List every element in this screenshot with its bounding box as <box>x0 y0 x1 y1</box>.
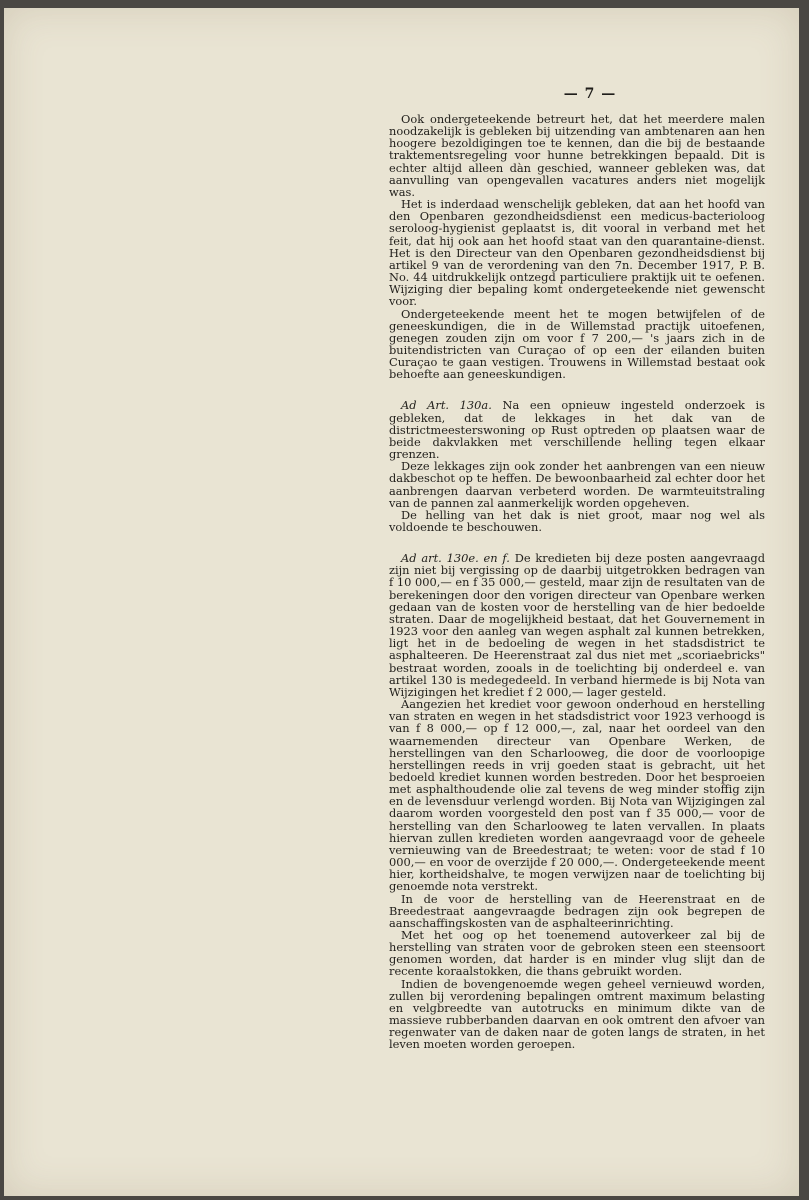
body-text <box>389 113 765 1051</box>
paragraph: Indien de bovengenoemde wegen geheel vernieuwd worden, zullen bij verordening bepalingen omtrent maximum belasting en velgbreedte van autotrucks en minimum dikte van de massieve rubberbanden daarvan en ook omtrent den afvoer van regenwater van de daken naar de goten langs de straten, in het leven moeten worden geroepen. <box>389 976 765 1052</box>
paragraph: In de voor de herstelling van de Heerenstraat en de Breedestraat aangevraagde bedragen zijn ook begrepen de aanschaffingskosten van de asphalteerinrichting. <box>389 891 765 930</box>
article-reference: Ad Art. 130a. <box>401 398 492 413</box>
paragraph-ad-art-130a: Ad Art. 130a. Na een opnieuw ingesteld onderzoek is gebleken, dat de lekkages in het dak van de districtmeesterswoning op Rust optreden op plaatsen waar de beide dakvlakken met verschillende helling tegen elkaar grenzen. <box>389 398 765 462</box>
article-reference: Ad art. 130e. en f. <box>401 551 510 566</box>
paragraph: Het is inderdaad wenschelijk gebleken, dat aan het hoofd van den Openbaren gezondheidsdienst een medicus-bacterioloog seroloog-hygienist geplaatst is, dit vooral in verband met het feit, dat hij ook aan het hoofd staat van den quarantaine-dienst. Het is den Directeur van den Openbaren gezondheidsdienst bij artikel 9 van de verordening van den 7n. December 1917, P. B. No. 44 uitdrukkelijk ontzegd particuliere praktijk uit te oefenen. Wijziging dier bepaling komt ondergeteekende niet gewenscht voor. <box>389 197 765 309</box>
paragraph: Met het oog op het toenemend autoverkeer zal bij de herstelling van straten voor de gebroken steen een steensoort genomen worden, dat harder is en minder vlug slijt dan de recente koraalstokken, die thans gebruikt worden. <box>389 928 765 979</box>
paragraph: De helling van het dak is niet groot, maar nog wel als voldoende te beschouwen. <box>389 507 765 534</box>
paragraph: Deze lekkages zijn ook zonder het aanbrengen van een nieuw dakbeschot op te heffen. De bewoonbaarheid zal echter door het aanbrengen daarvan verbeterd worden. De warmteuitstraling van de pannen zal aanmerkelijk worden opgeheven. <box>389 459 765 510</box>
paragraph: Ondergeteekende meent het te mogen betwijfelen of de geneeskundigen, die in de Willemstad practijk uitoefenen, genegen zouden zijn om voor f 7 200,— 's jaars zich in de buitendistricten van Curaçao of op een der eilanden buiten Curaçao te gaan vestigen. Trouwens in Willemstad bestaat ook behoefte aan geneeskundigen. <box>389 306 765 382</box>
paragraph: Aangezien het krediet voor gewoon onderhoud en herstelling van straten en wegen in het stadsdistrict voor 1923 verhoogd is van f 8 000,— op f 12 000,—, zal, naar het oordeel van den waarnemenden directeur van Openbare Werken, de herstellingen van den Scharlooweg, die door de voorloopige herstellingen reeds in vrij goeden staat is gebracht, uit het bedoeld krediet kunnen worden bestreden. Door het besproeien met asphalthoudende olie zal tevens de weg minder stoffig zijn en de levensduur verlengd worden. Bij Nota van Wijzigingen zal daarom worden voorgesteld den post van f 35 000,— voor de herstelling van den Scharlooweg te laten vervallen. In plaats hiervan zullen kredieten worden aangevraagd voor de geheele vernieuwing van de Breedestraat; te weten: voor de stad f 10 000,— en voor de overzijde f 20 000,—. Ondergeteekende meent hier, kortheidshalve, te mogen verwijzen naar de toelichting bij genoemde nota verstrekt. <box>389 697 765 894</box>
paragraph-ad-art-130e-f: Ad art. 130e. en f. De kredieten bij deze posten aangevraagd zijn niet bij vergissing op de daarbij uitgetrokken bedragen van f 10 000,— en f 35 000,— gesteld, maar zijn de resultaten van de berekeningen door den vorigen directeur van Openbare werken gedaan van de kosten voor de herstelling van de hier bedoelde straten. Daar de mogelijkheid bestaat, dat het Gouvernement in 1923 voor den aanleg van wegen asphalt zal kunnen betrekken, ligt het in de bedoeling de wegen in het stadsdistrict te asphalteeren. De Heerenstraat zal dus niet met „scoriaebricks" bestraat worden, zooals in de toelichting bij onderdeel e. van artikel 130 is medegedeeld. In verband hiermede is bij Nota van Wijzigingen het krediet f 2 000,— lager gesteld. <box>389 551 766 699</box>
paragraph: Ook ondergeteekende betreurt het, dat het meerdere malen noodzakelijk is gebleken bij uitzending van ambtenaren aan hen hoogere bezoldigingen toe te kennen, dan die bij de bestaande traktementsregeling voor hunne betrekkingen bepaald. Dit is echter altijd alleen dàn geschied, wanneer gebleken was, dat aanvulling van opengevallen vacatures anders niet mogelijk was. <box>389 112 765 199</box>
page-number: — 7 — <box>563 86 617 102</box>
